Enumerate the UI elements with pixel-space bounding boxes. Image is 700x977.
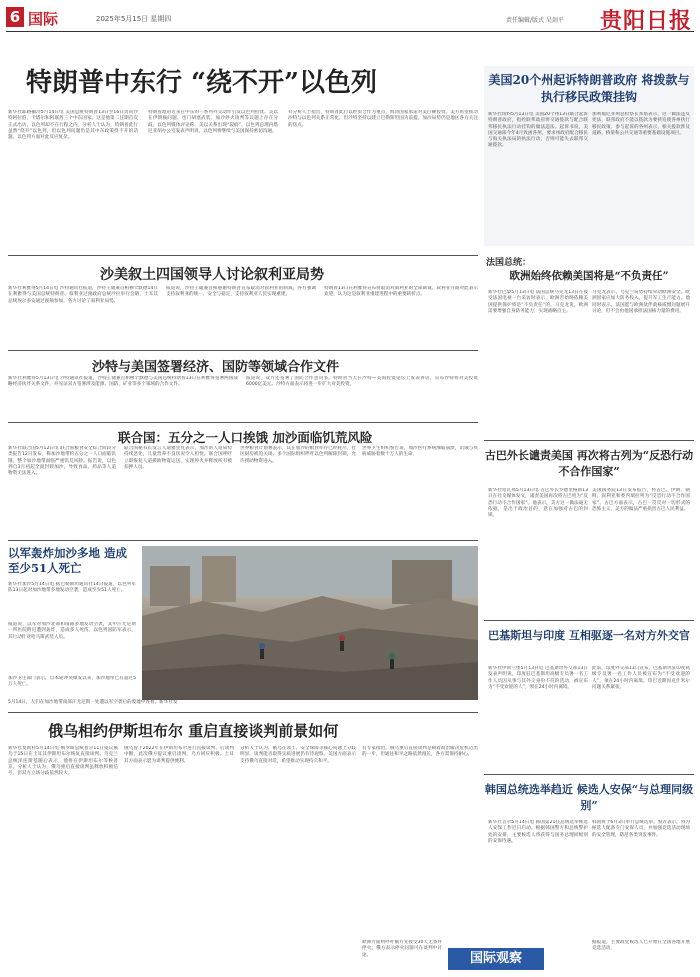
divider — [8, 540, 478, 541]
article-body: 俄乌曾于2022年在伊斯坦布尔进行直接谈判，后谈判中断。此次俄方提议重启谈判，乌方回应积极。土耳其方面表示愿为谈判提供便利。 — [124, 746, 234, 764]
section-title: 国际 — [28, 10, 59, 28]
headline-saudi-us-agreements: 沙特与美国签署经济、国防等领域合作文件 — [92, 360, 340, 375]
article-body: 马克龙表示，乌克兰局势持续牵动欧洲安全。欧洲国家应加大防务投入，提升军工生产能力。他同时表示，法国愿与欧洲伙伴就核威慑问题展开讨论，但不会由他国承担法国核力量的费用。 — [592, 290, 690, 314]
article-body: 此前，印度外交部13日宣布，巴基斯坦驻印度高级专员署一名工作人员被宣布为“不受欢迎的人”，须在24小时内离境。印巴近期因克什米尔问题关系紧张。 — [592, 666, 690, 690]
headline-russia-ukraine-talks: 俄乌相约伊斯坦布尔 重启直接谈判前景如何 — [48, 722, 339, 740]
article-body: 新华社利雅得5月13日电 沙特通讯社报道，沙特王储兼首相穆罕默德与美国总统特朗普13日在利雅得签署两国战略经济伙伴关系文件，并见证双方签署涉及能源、国防、矿业等多个领域的合作文件。 — [8, 376, 238, 388]
article-body: 分析人士认为，俄乌在领土、安全保障等核心问题上分歧明显，谈判能否取得实质进展仍有待观察。美国方面表示支持俄乌直接对话，希望推动实现持久和平。 — [240, 746, 356, 764]
headline-four-leaders-syria: 沙美叙土四国领导人讨论叙利亚局势 — [100, 267, 324, 283]
newspaper-logo: 贵阳日报 — [599, 8, 692, 34]
photo-illustration — [142, 546, 478, 700]
divider — [484, 440, 694, 441]
article-body: 新华社联合国5月12日电 联合国粮食安全综合阶段分类报告12日发布，称加沙地带约五分之一人口面临饥饿，整个加沙地带面临严重饥荒风险。报告说，以色列自3月初起全面封锁加沙，导致食品、药品等人道物资无法进入。 — [8, 446, 116, 477]
headline-pakistan-india — [484, 628, 694, 644]
article-body: 世界粮食计划署表示，其在加沙的粮食库存已经耗尽，社区厨房被迫关闭。多个国际组织呼吁以色列解除封锁，允许援助物资进入。 — [240, 446, 356, 464]
article-body: 联合国秘书长发言人迪雅里克表示，加沙的人道局势持续恶化，儿童营养不良状况令人担忧。联合国呼吁立即恢复人道援助物资运送，实现停火并释放所有被扣押人员。 — [124, 446, 232, 470]
page-number: 6 — [6, 7, 24, 27]
headline-text: 巴基斯坦与印度 互相驱逐一名对方外交官 — [488, 629, 690, 642]
article-body: 有分析人士指出，特朗普此行以经贸合作为重点，海湾国家承诺对美巨额投资。美方希望推动沙特与以色列关系正常化，但沙特坚持以建立巴勒斯坦国为前提。加沙局势仍是地区各方关注的焦点。 — [288, 110, 478, 128]
editor-credits: 责任编辑/版式 吴剑平 — [506, 17, 564, 24]
article-body: 报道说，沙特王储兼首相感谢特朗普宣布取消对叙利亚的制裁。各方强调支持叙利亚的统一、安全与稳定，支持叙利亚人民实现重建。 — [166, 286, 316, 298]
headline-text: 美国20个州起诉特朗普政府 将拨款与执行移民政策挂钩 — [488, 73, 690, 104]
article-body: 新华社伊斯兰堡5月13日电 巴基斯坦外交部13日发表声明说，印度驻巴基斯坦高级专员署一名工作人员因从事与其外交身份不符的活动，被宣布为“不受欢迎的人”，须在24小时内离境。 — [488, 666, 588, 690]
article-body: 加沙卫生部门表示，自本轮冲突爆发以来，加沙地带已有超过5万人死亡。 — [8, 676, 136, 688]
divider — [484, 774, 694, 775]
article-body: 有专家指出，俄乌重启直接谈判是朝着政治解决危机迈出的一步，但通往和平之路依然漫长，各方需保持耐心。 — [362, 746, 478, 758]
page-header — [6, 4, 694, 32]
article-body: 特朗普13日在利雅得宣布将取消对叙利亚的全部制裁。叙利亚方面对此表示欢迎，认为这是叙利亚重建进程中的重要转折点。 — [324, 286, 478, 298]
headline-text: 韩国总统选举趋近 候选人安保“与总理同级别” — [484, 783, 694, 812]
article-body: 世界卫生组织警告说，加沙医疗系统濒临崩溃，饥饿与疾病威胁着数十万人的生命。 — [362, 446, 478, 458]
divider — [8, 350, 478, 351]
kicker-france: 法国总统： — [486, 258, 532, 268]
article-body: 新华社加沙5月14日电 据巴勒斯坦通讯社14日报道，以色列军队13日起对加沙地带多地发动空袭，造成至少51人死亡。 — [8, 582, 136, 594]
article-body: 特朗普政府近来在中东的一系列外交动作引发以色列担忧。美以在伊朗核问题、也门胡塞武装、加沙停火谈判等议题上存在分歧。以色列媒体评论称，美以关系出现“裂痕”。以色列总理内塔尼亚胡办公室发表声明说，以色列将继续与美国保持密切沟通。 — [148, 110, 278, 134]
headline-trump-middle-east: 特朗普中东行 “绕不开”以色列 — [26, 68, 377, 98]
article-body: 新华社利雅得5月14日电 沙特通讯社报道，沙特王储兼首相穆罕默德14日在利雅得与美国总统特朗普、叙利亚过渡政府总统沙拉举行会晤，土耳其总统埃尔多安通过视频参加。各方讨论了叙利亚局势。 — [8, 286, 158, 304]
article-body: 加利福尼亚州总检察长邦塔表示，这一做法违反宪法，联邦政府不能以拨款为要挟迫使各州执行移民政策。参与起诉的各州表示，相关拨款涉及道路、桥梁和公共交通等重要基础设施项目。 — [592, 112, 690, 136]
headline-text: 古巴外长谴责美国 再次将古列为“反恐行动不合作国家” — [484, 449, 694, 478]
headline-israeli-strikes-gaza — [8, 546, 136, 576]
gaza-rubble-photo — [142, 546, 478, 700]
article-body: 新华社巴黎5月13日电 法国总统马克龙13日在接受法国电视一台采访时表示，欧洲若始终依赖美国提供保护将是“不负责任”的。马克龙说，欧洲需要增强自身防务能力，实现战略自主。 — [488, 290, 588, 314]
headline-text: 以军轰炸加沙多地 造成至少51人死亡 — [8, 546, 128, 575]
headline-us-states-lawsuit — [484, 72, 694, 106]
headline-un-gaza-famine: 联合国：五分之一人口挨饿 加沙面临饥荒风险 — [118, 430, 373, 445]
article-body: 新华社耶路撒冷5月14日电 美国总统特朗普13日至16日访问沙特阿拉伯、卡塔尔和阿联酋三个中东国家。这是他第二任期首次正式出访，以色列却不在行程之内。分析人士认为，特朗普此行虽然“绕开”以色列，但以色列问题仍是其中东政策绕不开的话题。以色列方面对此反应复杂。 — [8, 110, 138, 141]
headline-france-europe: 欧洲始终依赖美国将是“不负责任” — [509, 270, 669, 282]
photo-caption: 5月14日，人们在加沙地带南部汗尤尼斯一处遭以军空袭后的废墟中查看。新华社发 — [8, 700, 178, 705]
article-body: 韩国将于6月3日举行总统选举。警方表示，将为候选人配备专门安保人员，并加强竞选活动现场的安全管理，防范各类突发事件。 — [592, 820, 690, 838]
divider — [8, 255, 478, 256]
divider — [8, 712, 478, 713]
divider — [484, 620, 694, 621]
article-body: 新华社莫斯科5月14日电 俄罗斯总统普京11日提议俄乌于15日在土耳其伊斯坦布尔恢复直接谈判。乌克兰总统泽连斯基随后表示，他将在伊斯坦布尔等候普京。分析人士认为，俄乌重启直接谈判虽释放积极信号，但双方立场分歧依然较大。 — [8, 746, 118, 777]
article-body: 新华社哈瓦那5月13日电 古巴外长罗德里格斯13日在社交媒体发文，谴责美国再次将古巴列为“反恐行动不合作国家”。他表示，美方这一做法毫无依据，是出于政治目的，意在加强对古巴的封锁。 — [488, 488, 588, 519]
issue-date: 2025年5月15日 星期四 — [96, 15, 172, 23]
section-tag-international-observation: 国际观察 — [448, 948, 544, 970]
article-body: 美国国务院13日发布报告，将古巴、伊朗、朝鲜、叙利亚和委内瑞拉列为“反恐行动不合作国家”。古巴方面表示，古巴一贯反对一切形式的恐怖主义，美方的做法严重损害古巴人民利益。 — [592, 488, 690, 512]
headline-korea-election — [484, 782, 694, 814]
headline-cuba-condemns-us — [484, 448, 694, 480]
article-body: 新华社首尔5月14日电 韩国第21任总统选举候选人安保工作近日启动。根据韩国警方和总统警护处的安排，主要候选人将获得与国务总理同级别的安保待遇。 — [488, 820, 588, 844]
article-body: 据报道，主要政党候选人已开始在全国各地开展竞选活动。 — [592, 940, 690, 952]
article-body: 报道说，双方还签署了国防合作意向书。特朗普当天在沙特—美国投资论坛上发表讲话，宣布沙特将对美投资6000亿美元。沙特方面表示将进一步扩大对美投资。 — [246, 376, 478, 388]
article-body: 报道说，以军对加沙北部和南部多地发动空袭，其中汗尤尼斯一所医院附近遭到轰炸，造成多人死伤。以色列国防军表示，其行动针对哈马斯武装人员。 — [8, 622, 136, 640]
article-body: 新华社纽约5月13日电 美国20个州13日联合起诉特朗普政府，指控联邦政府将交通拨款与配合联邦移民执法行动挂钩的做法违法。起诉书说，美国交通部今年4月致函各州，要求州政府配合移民与海关执法局的执法行动，否则可能失去联邦交通拨款。 — [488, 112, 588, 149]
article-body: 欧洲方面则呼吁俄方先接受30天无条件停火。俄方表示停火问题可在谈判中讨论。 — [362, 940, 442, 958]
divider — [8, 422, 478, 423]
